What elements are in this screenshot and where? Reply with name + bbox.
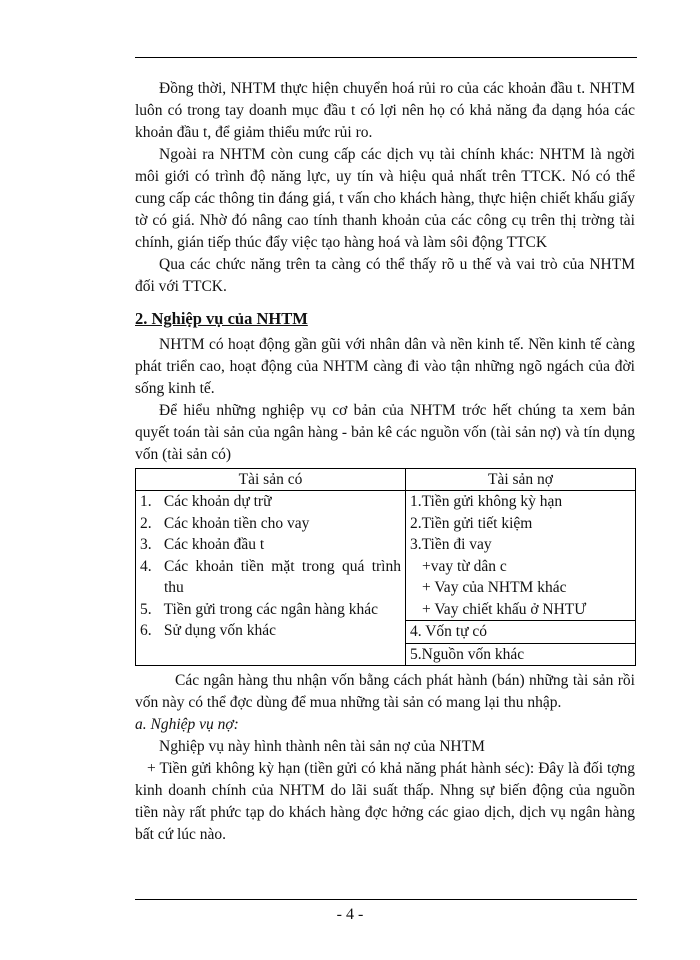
paragraph-risk-transfer: Đồng thời, NHTM thực hiện chuyển hoá rủi ro của các khoản đầu t. NHTM luôn có trong tay doanh mục đầu t có lợi nên họ có khả năng đa dạng hóa các khoản đầu t, để giảm thiểu mức rủi ro.	[135, 80, 635, 141]
footer-rule	[135, 899, 637, 900]
liabilities-cell	[406, 491, 636, 666]
liability-item: 5.Nguồn vốn khác	[410, 645, 525, 663]
table-header-liabilities: Tài sản nợ	[406, 469, 636, 491]
paragraph-financial-services: Ngoài ra NHTM còn cung cấp các dịch vụ tài chính khác: NHTM là ngời môi giới có trình độ năng lực, uy tín và hiệu quả nhất trên TTCK. Nó có thể cung cấp các thông tin đáng giá, t vấn cho khách hàng, thực hiện chiết khấu giấy tờ có giá. Nhờ đó nâng cao tính thanh khoản của các công cụ trên thị trờng tài chính, gián tiếp thúc đẩy việc tạo hàng hoá và làm sôi động TTCK	[135, 146, 635, 251]
liability-subitem: + Vay của NHTM khác	[422, 579, 567, 596]
paragraph-liability-definition: Nghiệp vụ này hình thành nên tài sản nợ của NHTM	[159, 738, 485, 755]
page-number: - 4 -	[336, 906, 364, 923]
paragraph-nhtm-activity: NHTM có hoạt động gần gũi với nhân dân và nền kinh tế. Nền kinh tế càng phát triển cao, hoạt động của NHTM càng đi vào tận những ngõ ngách của đời sống kinh tế.	[135, 336, 635, 397]
liability-subitem: + Vay chiết khấu ở NHTƯ	[406, 599, 635, 622]
asset-item: 3. Các khoản đầu t	[140, 536, 265, 553]
table-header-assets: Tài sản có	[136, 469, 406, 491]
asset-item: 1. Các khoản dự trữ	[140, 493, 272, 510]
paragraph-capital-raising: Các ngân hàng thu nhận vốn bằng cách phát hành (bán) những tài sản rồi vốn này có thể đợc dùng để mua những tài sản có mang lại thu nhập.	[135, 672, 635, 711]
header-rule	[135, 57, 637, 58]
asset-item: 6. Sử dụng vốn khác	[140, 622, 277, 639]
assets-cell	[136, 491, 406, 666]
liability-item: 2.Tiền gửi tiết kiệm	[410, 514, 533, 532]
asset-item: 2. Các khoản tiền cho vay	[140, 514, 310, 532]
paragraph-demand-deposits: + Tiền gửi không kỳ hạn (tiền gửi có khả năng phát hành séc): Đây là đối tợng kinh doanh chính của NHTM do lãi suất thấp. Nhng sự biến động của nguồn tiền này rất phức tạp do khách hàng đợc hởng các giao dịch, dịch vụ ngân hàng bất cứ lúc nào.	[135, 760, 635, 843]
paragraph-balance-sheet-intro: Để hiểu những nghiệp vụ cơ bản của NHTM trớc hết chúng ta xem bản quyết toán tài sản của ngân hàng - bản kê các nguồn vốn (tài sản nợ) và tín dụng vốn (tài sản có)	[135, 402, 635, 463]
liability-item: 4. Vốn tự có	[406, 621, 635, 644]
page-body	[135, 78, 635, 846]
liability-item: 3.Tiền đi vay	[410, 536, 492, 553]
liability-subitem: +vay từ dân c	[422, 557, 507, 575]
section-heading: 2. Nghiệp vụ của NHTM	[135, 309, 308, 328]
asset-item: 5. Tiền gửi trong các ngân hàng khác	[140, 600, 379, 618]
asset-item: 4. Các khoản tiền mặt trong quá trình thu	[140, 557, 401, 596]
balance-sheet-table	[135, 468, 636, 666]
liability-item: 1.Tiền gửi không kỳ hạn	[410, 493, 563, 510]
paragraph-role-summary: Qua các chức năng trên ta càng có thể thấy rõ u thế và vai trò của NHTM đối với TTCK.	[135, 256, 635, 295]
subheading-liability-operations: a. Nghiệp vụ nợ:	[135, 716, 239, 733]
